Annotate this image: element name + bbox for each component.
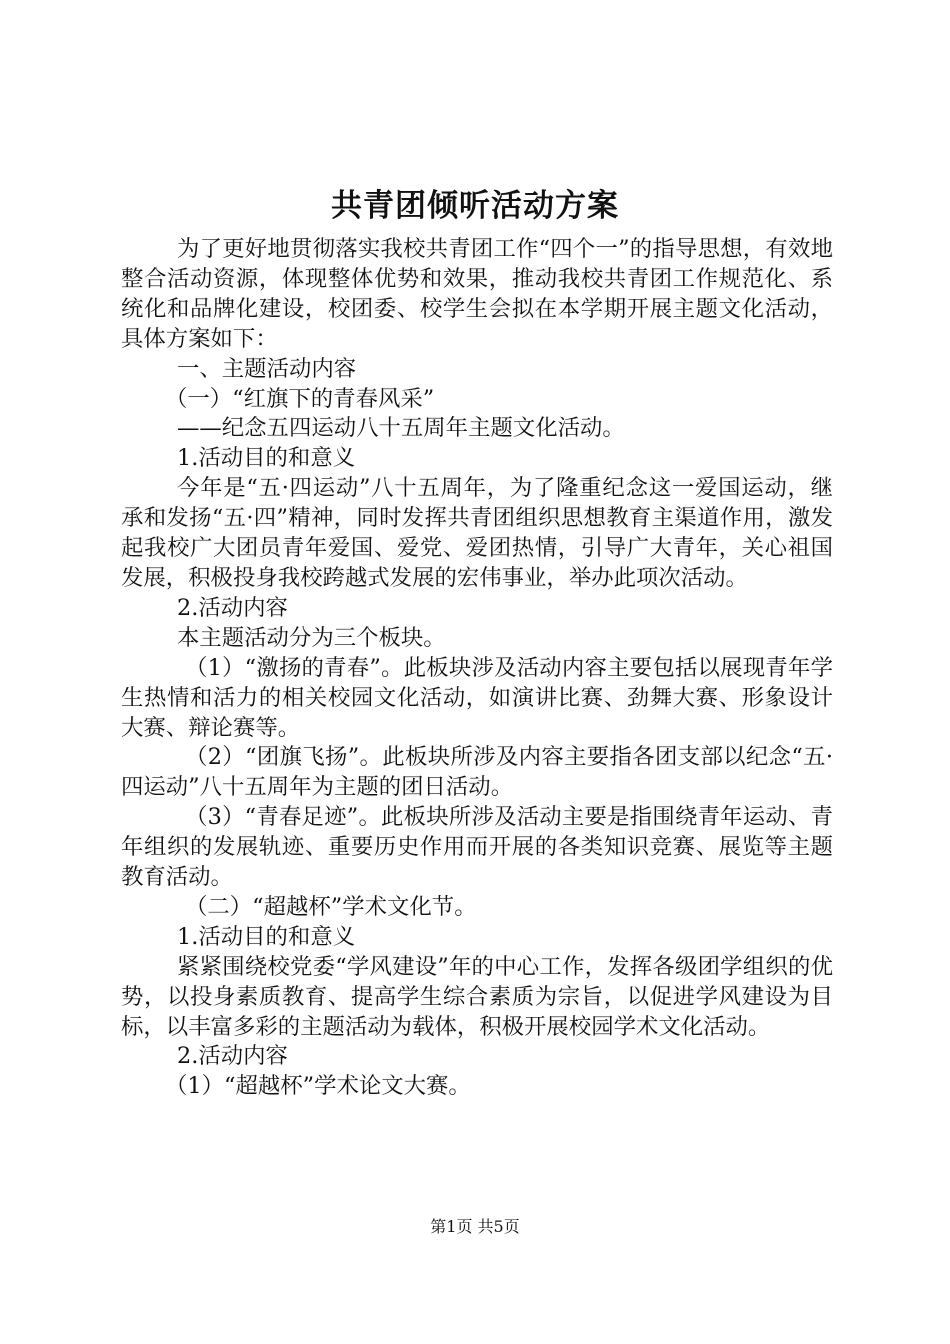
item-heading-purpose-2: 1.活动目的和意义 (177, 923, 356, 950)
intro-paragraph: 为了更好地贯彻落实我校共青团工作“四个一”的指导思想，有效地整合活动资源，体现整体优势和效果，推动我校共青团工作规范化、系统化和品牌化建设，校团委、校学生会拟在本学期开展主题文化活动，具体方案如下： (121, 236, 833, 352)
subsection-heading-2: （二）“超越杯”学术文化节。 (185, 893, 477, 920)
page-footer: 第1页 共5页 (430, 1217, 520, 1236)
document-body (121, 235, 833, 1102)
item-heading-content-1: 2.活动内容 (177, 594, 288, 621)
item-heading-content-2: 2.活动内容 (177, 1043, 288, 1070)
subsection-heading-1: （一）“红旗下的青春风采” (165, 385, 435, 412)
document-title: 共青团倾听活动方案 (331, 188, 619, 224)
content-item-2: （2）“团旗飞扬”。此板块所涉及内容主要指各团支部以纪念“五·四运动”八十五周年为主题的团日活动。 (121, 744, 833, 801)
content-item-3: （3）“青春足迹”。此板块所涉及活动主要是指围绕青年运动、青年组织的发展轨迹、重要历史作用而开展的各类知识竞赛、展览等主题教育活动。 (121, 804, 833, 891)
content-item-4: （1）“超越杯”学术论文大赛。 (165, 1073, 471, 1100)
item-heading-purpose-1: 1.活动目的和意义 (177, 445, 356, 472)
purpose-paragraph-2: 紧紧围绕校党委“学风建设”年的中心工作，发挥各级团学组织的优势，以投身素质教育、提高学生综合素质为宗旨，以促进学风建设为目标，以丰富多彩的主题活动为载体，积极开展校园学术文化活动。 (121, 953, 833, 1040)
purpose-paragraph-1: 今年是“五·四运动”八十五周年，为了隆重纪念这一爱国运动，继承和发扬“五·四”精神，同时发挥共青团组织思想教育主渠道作用，激发起我校广大团员青年爱国、爱党、爱团热情，引导广大青年，关心祖国发展，积极投身我校跨越式发展的宏伟事业，举办此项次活动。 (121, 475, 833, 591)
section-heading-1: 一、主题活动内容 (177, 355, 357, 382)
subsection-subtitle-1: ——纪念五四运动八十五周年主题文化活动。 (177, 415, 625, 442)
content-intro-paragraph: 本主题活动分为三个板块。 (177, 624, 446, 651)
content-item-1: （1）“激扬的青春”。此板块涉及活动内容主要包括以展现青年学生热情和活力的相关校园文化活动，如演讲比赛、劲舞大赛、形象设计大赛、辩论赛等。 (121, 654, 833, 741)
